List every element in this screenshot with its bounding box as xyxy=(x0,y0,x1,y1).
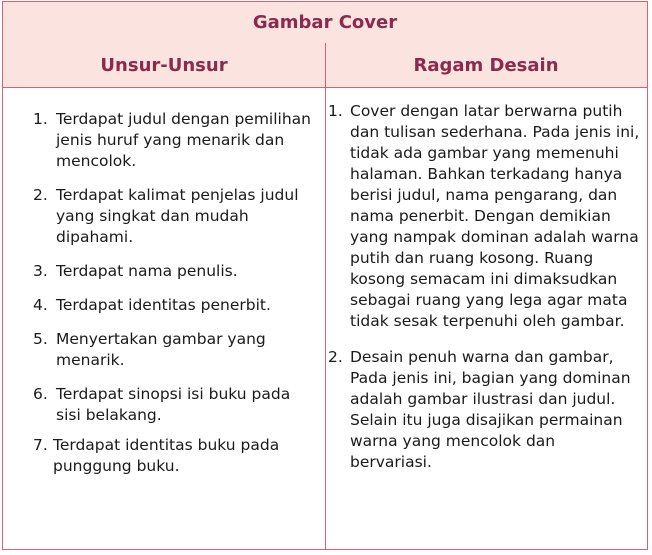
ragam-list xyxy=(328,101,640,488)
list-item xyxy=(328,347,640,473)
item-number: 2. xyxy=(33,186,48,204)
unsur-list xyxy=(33,109,311,490)
item-text: Menyertakan gambar yang menarik. xyxy=(56,330,266,369)
header-cell-right xyxy=(325,43,647,87)
item-text: Terdapat nama penulis. xyxy=(56,262,238,280)
list-item xyxy=(33,261,311,282)
item-number: 5. xyxy=(33,330,48,348)
item-number: 4. xyxy=(33,296,48,314)
list-item xyxy=(33,329,311,371)
item-text: Terdapat identitas penerbit. xyxy=(56,296,271,314)
item-number: 3. xyxy=(33,262,48,280)
list-item xyxy=(328,101,640,332)
table-title-row xyxy=(3,2,647,44)
item-number: 6. xyxy=(33,385,48,403)
list-item xyxy=(33,109,311,172)
list-item xyxy=(33,435,311,477)
column-divider xyxy=(325,43,326,549)
header-unsur: Unsur-Unsur xyxy=(100,54,228,76)
list-item xyxy=(33,384,311,426)
item-number: 7. xyxy=(33,436,48,454)
list-item xyxy=(33,295,311,316)
item-number: 1. xyxy=(33,110,48,128)
item-text: Cover dengan latar berwarna putih dan tulisan sederhana. Pada jenis ini, tidak ada gambar yang memenuhi halaman. Bahkan terkadang hanya berisi judul, nama pengarang, dan nama penerbit. Dengan demikian yang nampak dominan adalah warna putih dan ruang kosong. Ruang kosong semacam ini dimaksudkan sebagai ruang yang lega agar mata tidak sesak terpenuhi oleh gambar. xyxy=(350,102,640,330)
item-text: Terdapat kalimat penjelas judul yang singkat dan mudah dipahami. xyxy=(56,186,299,246)
item-number: 2. xyxy=(328,348,343,366)
item-text: Terdapat sinopsi isi buku pada sisi belakang. xyxy=(56,385,291,424)
item-text: Desain penuh warna dan gambar, Pada jenis ini, bagian yang dominan adalah gambar ilustrasi dan judul. Selain itu juga disajikan permainan warna yang mencolok dan bervariasi. xyxy=(350,348,631,471)
item-number: 1. xyxy=(328,102,343,120)
item-text: Terdapat judul dengan pemilihan jenis huruf yang menarik dan mencolok. xyxy=(56,110,312,170)
list-item xyxy=(33,185,311,248)
header-cell-left xyxy=(3,43,325,87)
header-ragam: Ragam Desain xyxy=(413,54,559,76)
item-text: Terdapat identitas buku pada punggung buku. xyxy=(53,436,280,475)
table-title: Gambar Cover xyxy=(252,12,398,33)
